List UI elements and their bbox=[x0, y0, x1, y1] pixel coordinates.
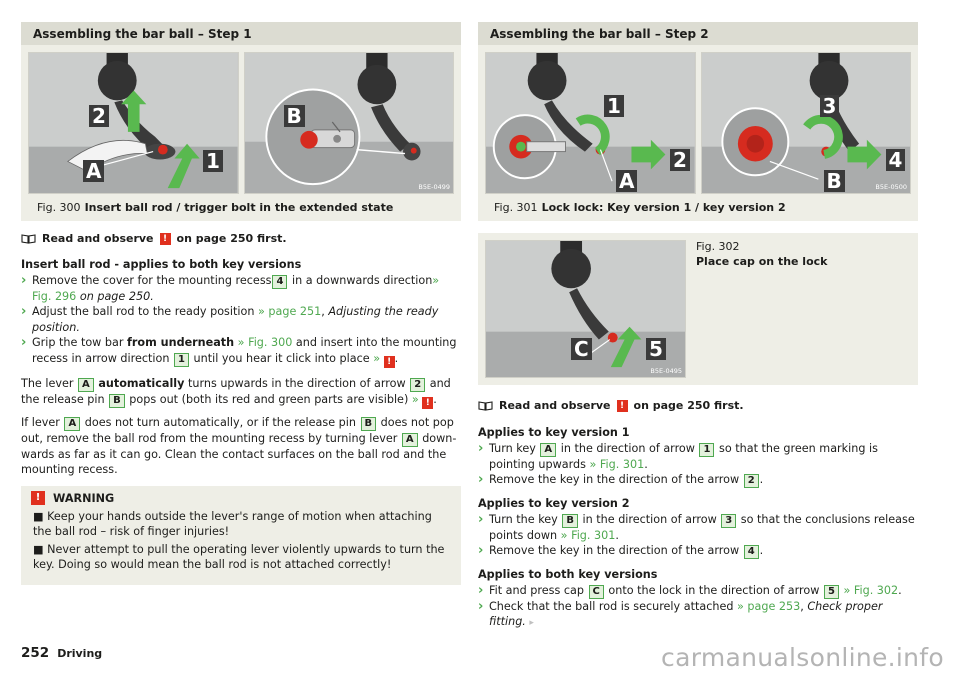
figure-caption-text: Insert ball rod / trigger bolt in the extended state bbox=[84, 201, 394, 214]
key-label-b: B bbox=[361, 417, 377, 431]
para-emphasis: automatically bbox=[98, 376, 185, 390]
figure-caption bbox=[686, 233, 837, 385]
callout-b: B bbox=[824, 170, 845, 192]
step-emphasis: from underneath bbox=[127, 336, 235, 350]
step-text: Adjust the ball rod to the ready position bbox=[32, 305, 258, 319]
callout-2: 2 bbox=[89, 105, 109, 127]
step-item bbox=[478, 472, 918, 488]
para-text: turns upwards in the direction of arrow bbox=[184, 376, 410, 390]
key-label-a: A bbox=[78, 378, 94, 392]
step-text: , bbox=[800, 599, 808, 613]
footer-section: Driving bbox=[57, 647, 103, 660]
para-text: pops out (both its red and green parts are visible) bbox=[125, 392, 412, 406]
figure-link[interactable]: » Fig. 301 bbox=[560, 528, 616, 542]
page-footer bbox=[21, 644, 102, 663]
callout-a: A bbox=[616, 170, 637, 192]
key-label-2: 2 bbox=[410, 378, 425, 392]
both-versions-group bbox=[478, 567, 918, 629]
key-label-1: 1 bbox=[174, 353, 189, 367]
key-label-1: 1 bbox=[699, 443, 714, 457]
section-reference: Check proper fitting. bbox=[489, 599, 883, 629]
step-text: Remove the key in the direction of the arrow bbox=[489, 473, 743, 487]
para-text: does not turn automatically, or if the release pin bbox=[81, 415, 360, 429]
subheading: Applies to both key versions bbox=[478, 568, 658, 582]
key-label-b: B bbox=[109, 394, 125, 408]
warning-link[interactable]: » bbox=[373, 351, 381, 365]
step-text: until you hear it click into place bbox=[189, 351, 374, 365]
step-item bbox=[478, 583, 918, 599]
warning-item-text: Never attempt to pull the operating lever violently upwards to turn the key. Doing so would mean the ball rod is not attached correctly! bbox=[33, 542, 445, 572]
arrow-chevron-icon: ▸ bbox=[529, 618, 534, 629]
read-prefix: Read and observe bbox=[499, 399, 611, 413]
paragraph bbox=[21, 376, 461, 409]
key-label-4: 4 bbox=[744, 545, 759, 559]
step-item bbox=[21, 304, 461, 335]
step-text: Grip the tow bar bbox=[32, 336, 128, 350]
warning-icon[interactable]: ! bbox=[422, 397, 433, 409]
warning-icon: ! bbox=[31, 491, 45, 505]
step-text: and insert into the mounting recess in arrow direction bbox=[32, 336, 457, 365]
figure-302-photo bbox=[485, 240, 686, 378]
figure-302 bbox=[478, 233, 918, 385]
callout-5: 5 bbox=[646, 338, 666, 360]
warning-icon[interactable]: ! bbox=[384, 356, 395, 368]
para-text: downwards as far as it can go. Clean the contact surfaces on the ball rod and the mounting recess. bbox=[21, 431, 457, 477]
figure-number: Fig. 301 bbox=[494, 201, 538, 214]
step-item bbox=[478, 543, 918, 559]
step-text: . bbox=[394, 351, 399, 365]
warning-title: WARNING bbox=[53, 491, 115, 505]
warning-icon[interactable]: ! bbox=[160, 233, 171, 245]
step-text: . bbox=[615, 528, 619, 542]
warning-link[interactable]: » bbox=[411, 392, 419, 406]
warning-header bbox=[21, 486, 461, 509]
step-text: Remove the key in the direction of the arrow bbox=[489, 544, 743, 558]
figure-number: Fig. 300 bbox=[37, 201, 81, 214]
step-text: so that the conclusions release points down bbox=[489, 512, 915, 542]
section-reference: Adjusting the ready position. bbox=[32, 305, 439, 334]
step-text: . bbox=[898, 583, 902, 597]
figure-ref-code: B5E-0500 bbox=[875, 183, 907, 192]
figure-link[interactable]: » Fig. 301 bbox=[589, 457, 645, 471]
section-title: Assembling the bar ball – Step 1 bbox=[21, 22, 461, 45]
warning-item: ■ Keep your hands outside the lever's range of motion when attaching the ball rod – risk of finger injuries! bbox=[33, 509, 432, 539]
key-label-a: A bbox=[402, 433, 418, 447]
warning-item-text: Keep your hands outside the lever's range of motion when attaching the ball rod – risk of finger injuries! bbox=[33, 509, 432, 539]
figure-caption-text: Lock lock: Key version 1 / key version 2 bbox=[541, 201, 786, 214]
subheading: Insert ball rod - applies to both key versions bbox=[21, 258, 302, 272]
warning-box bbox=[21, 486, 461, 585]
step-text: . bbox=[644, 457, 648, 471]
key-label-a: A bbox=[540, 443, 556, 457]
subheading: Applies to key version 1 bbox=[478, 426, 630, 440]
key-version-1-group bbox=[478, 425, 918, 488]
key-label-b: B bbox=[562, 514, 578, 528]
figure-301-photo-left bbox=[485, 52, 696, 194]
figure-number: Fig. 302 bbox=[696, 240, 740, 254]
step-item bbox=[478, 512, 918, 543]
figure-ref-code: B5E-0499 bbox=[418, 183, 450, 192]
figure-link[interactable]: » Fig. 296 bbox=[32, 273, 440, 303]
step-text: Fit and press cap bbox=[489, 583, 588, 597]
key-label-c: C bbox=[589, 585, 604, 599]
figure-caption-text: Place cap on the lock bbox=[696, 255, 828, 269]
page-number: 252 bbox=[21, 645, 50, 661]
callout-b: B bbox=[284, 105, 305, 127]
page-link[interactable]: » page 251 bbox=[257, 305, 322, 319]
step-text: Check that the ball rod is securely attached bbox=[489, 599, 737, 613]
step-text: onto the lock in the direction of arrow bbox=[604, 583, 823, 597]
step-text: in the direction of arrow bbox=[557, 441, 699, 455]
book-icon bbox=[21, 233, 36, 244]
paragraph bbox=[21, 415, 461, 478]
read-and-observe bbox=[478, 398, 918, 413]
watermark: carmanualsonline.info bbox=[661, 643, 944, 672]
callout-2: 2 bbox=[670, 149, 690, 171]
callout-c: C bbox=[571, 338, 592, 360]
key-label-2: 2 bbox=[744, 474, 759, 488]
para-text: . bbox=[433, 392, 437, 406]
step-item bbox=[21, 273, 461, 304]
step-text: so that the green marking is pointing upwards bbox=[489, 441, 878, 471]
read-suffix: on page 250 first. bbox=[633, 399, 744, 413]
step-text: . bbox=[759, 473, 764, 487]
callout-4: 4 bbox=[886, 149, 906, 171]
para-text: does not pop out, remove the ball rod from the mounting recess by turning lever bbox=[21, 415, 454, 445]
step-text: Turn the key bbox=[489, 512, 562, 526]
left-column bbox=[21, 22, 461, 585]
key-label-a: A bbox=[64, 417, 80, 431]
step-item bbox=[478, 599, 918, 630]
section-title: Assembling the bar ball – Step 2 bbox=[478, 22, 918, 45]
warning-item: ■ Never attempt to pull the operating lever violently upwards to turn the key. Doing so would mean the ball rod is not attached correctly! bbox=[33, 542, 445, 572]
step-text: , bbox=[321, 305, 329, 319]
para-text: and the release pin bbox=[21, 376, 451, 406]
step-text: in the direction of arrow bbox=[578, 512, 721, 526]
figure-link[interactable]: » Fig. 302 bbox=[843, 583, 899, 597]
right-column bbox=[478, 22, 918, 630]
book-icon bbox=[478, 400, 493, 411]
key-label-5: 5 bbox=[824, 585, 839, 599]
para-text: The lever bbox=[21, 376, 78, 390]
read-prefix: Read and observe bbox=[42, 232, 154, 246]
callout-a: A bbox=[83, 160, 104, 182]
figure-300-photo-left bbox=[28, 52, 239, 194]
read-and-observe bbox=[21, 231, 461, 246]
figure-301-photo-right bbox=[701, 52, 912, 194]
callout-1: 1 bbox=[604, 95, 624, 117]
step-text: . bbox=[759, 544, 764, 558]
figure-caption bbox=[478, 194, 918, 221]
figure-301 bbox=[478, 45, 918, 221]
step-text: Remove the cover for the mounting recess bbox=[32, 273, 272, 287]
step-item bbox=[478, 441, 918, 472]
figure-ref-code: B5E-0495 bbox=[650, 367, 682, 376]
key-version-2-group bbox=[478, 496, 918, 559]
callout-1: 1 bbox=[203, 150, 223, 172]
para-text: If lever bbox=[21, 415, 64, 429]
figure-300-photo-right bbox=[244, 52, 455, 194]
read-suffix: on page 250 first. bbox=[176, 232, 287, 246]
subheading: Applies to key version 2 bbox=[478, 497, 630, 511]
step-item bbox=[21, 335, 461, 367]
callout-3: 3 bbox=[820, 95, 840, 117]
step-text: on page 250. bbox=[76, 289, 154, 303]
figure-link[interactable]: » Fig. 300 bbox=[237, 336, 293, 350]
figure-300 bbox=[21, 45, 461, 221]
warning-icon[interactable]: ! bbox=[617, 400, 628, 412]
step-text: Turn key bbox=[489, 441, 540, 455]
step-text: in a downwards direction bbox=[288, 273, 433, 287]
figure-caption bbox=[21, 194, 461, 221]
key-label-3: 3 bbox=[721, 514, 736, 528]
key-label-4: 4 bbox=[272, 275, 287, 289]
page-link[interactable]: » page 253 bbox=[736, 599, 801, 613]
